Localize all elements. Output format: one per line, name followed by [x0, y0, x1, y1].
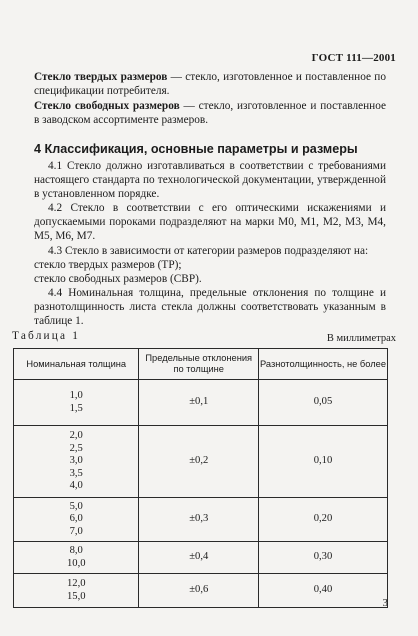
paragraph-4-2: 4.2 Стекло в соответствии с его оптическими искажениями и допускаемыми пороками подразделяют на марки М0, М1, М2, М3, М4, М5, М6, М7.	[34, 202, 386, 243]
definition-term: Стекло твердых размеров	[34, 71, 168, 83]
paragraph-4-1: 4.1 Стекло должно изготавливаться в соответствии с требованиями настоящего стандарта по технологической документации, утвержденной в установленном порядке.	[34, 160, 386, 201]
thickness-value: 4,0	[69, 480, 83, 492]
thickness-cell	[14, 380, 139, 426]
paragraph-4-4: 4.4 Номинальная толщина, предельные отклонения по толщине и разнотолщинность листа стекла должны соответствовать указанным в таблице 1.	[34, 287, 386, 328]
thickness-value: 2,5	[69, 442, 83, 454]
thickness-cell	[14, 426, 139, 498]
deviation-cell: ±0,3	[139, 498, 259, 542]
thickness-value: 15,0	[66, 590, 86, 602]
thickness-cell	[14, 498, 139, 542]
deviation-cell: ±0,2	[139, 426, 259, 498]
variation-cell: 0,10	[258, 426, 387, 498]
header-variation: Разнотолщинность, не более	[258, 349, 387, 380]
table-row	[14, 542, 388, 574]
thickness-value: 8,0	[69, 544, 83, 556]
table-row	[14, 380, 388, 426]
table-row	[14, 574, 388, 608]
deviation-cell: ±0,6	[139, 574, 259, 608]
thickness-value: 1,0	[69, 389, 83, 401]
definition-free-sizes	[34, 99, 386, 127]
thickness-value: 12,0	[66, 577, 86, 589]
variation-cell: 0,30	[258, 542, 387, 574]
definition-term: Стекло свободных размеров	[34, 100, 180, 112]
header-nominal-thickness: Номинальная толщина	[14, 349, 139, 380]
page-number: 3	[382, 597, 388, 609]
deviation-cell: ±0,1	[139, 380, 259, 426]
thickness-value: 7,0	[69, 525, 83, 537]
table-units: В миллиметрах	[326, 333, 396, 344]
deviation-cell: ±0,4	[139, 542, 259, 574]
table-row	[14, 498, 388, 542]
thickness-value: 3,5	[69, 467, 83, 479]
table-row	[14, 426, 388, 498]
thickness-table	[13, 348, 388, 608]
variation-cell: 0,05	[258, 380, 387, 426]
paragraph-4-3-item-tr: стекло твердых размеров (ТР);	[34, 259, 182, 271]
variation-cell: 0,40	[258, 574, 387, 608]
variation-cell: 0,20	[258, 498, 387, 542]
section-heading: 4 Классификация, основные параметры и размеры	[34, 142, 358, 156]
table-caption: Таблица 1	[12, 330, 81, 342]
thickness-cell	[14, 574, 139, 608]
header-deviation: Предельные отклонения по толщине	[139, 349, 259, 380]
thickness-value: 1,5	[69, 402, 83, 414]
definition-text: — стекло, изготовленное и поставленное в заводском ассортименте размеров.	[34, 100, 387, 127]
thickness-cell	[14, 542, 139, 574]
paragraph-4-3: 4.3 Стекло в зависимости от категории размеров подразделяют на:	[48, 245, 369, 257]
thickness-value: 5,0	[69, 500, 83, 512]
definition-hard-sizes	[34, 70, 386, 98]
table-header-row	[14, 349, 388, 380]
document-code: ГОСТ 111—2001	[311, 52, 396, 64]
paragraph-4-3-item-svr: стекло свободных размеров (СВР).	[34, 273, 202, 285]
thickness-value: 2,0	[69, 430, 83, 442]
thickness-value: 10,0	[66, 557, 86, 569]
thickness-value: 6,0	[69, 513, 83, 525]
thickness-value: 3,0	[69, 455, 83, 467]
definition-text: — стекло, изготовленное и поставленное по спецификации потребителя.	[34, 71, 386, 98]
